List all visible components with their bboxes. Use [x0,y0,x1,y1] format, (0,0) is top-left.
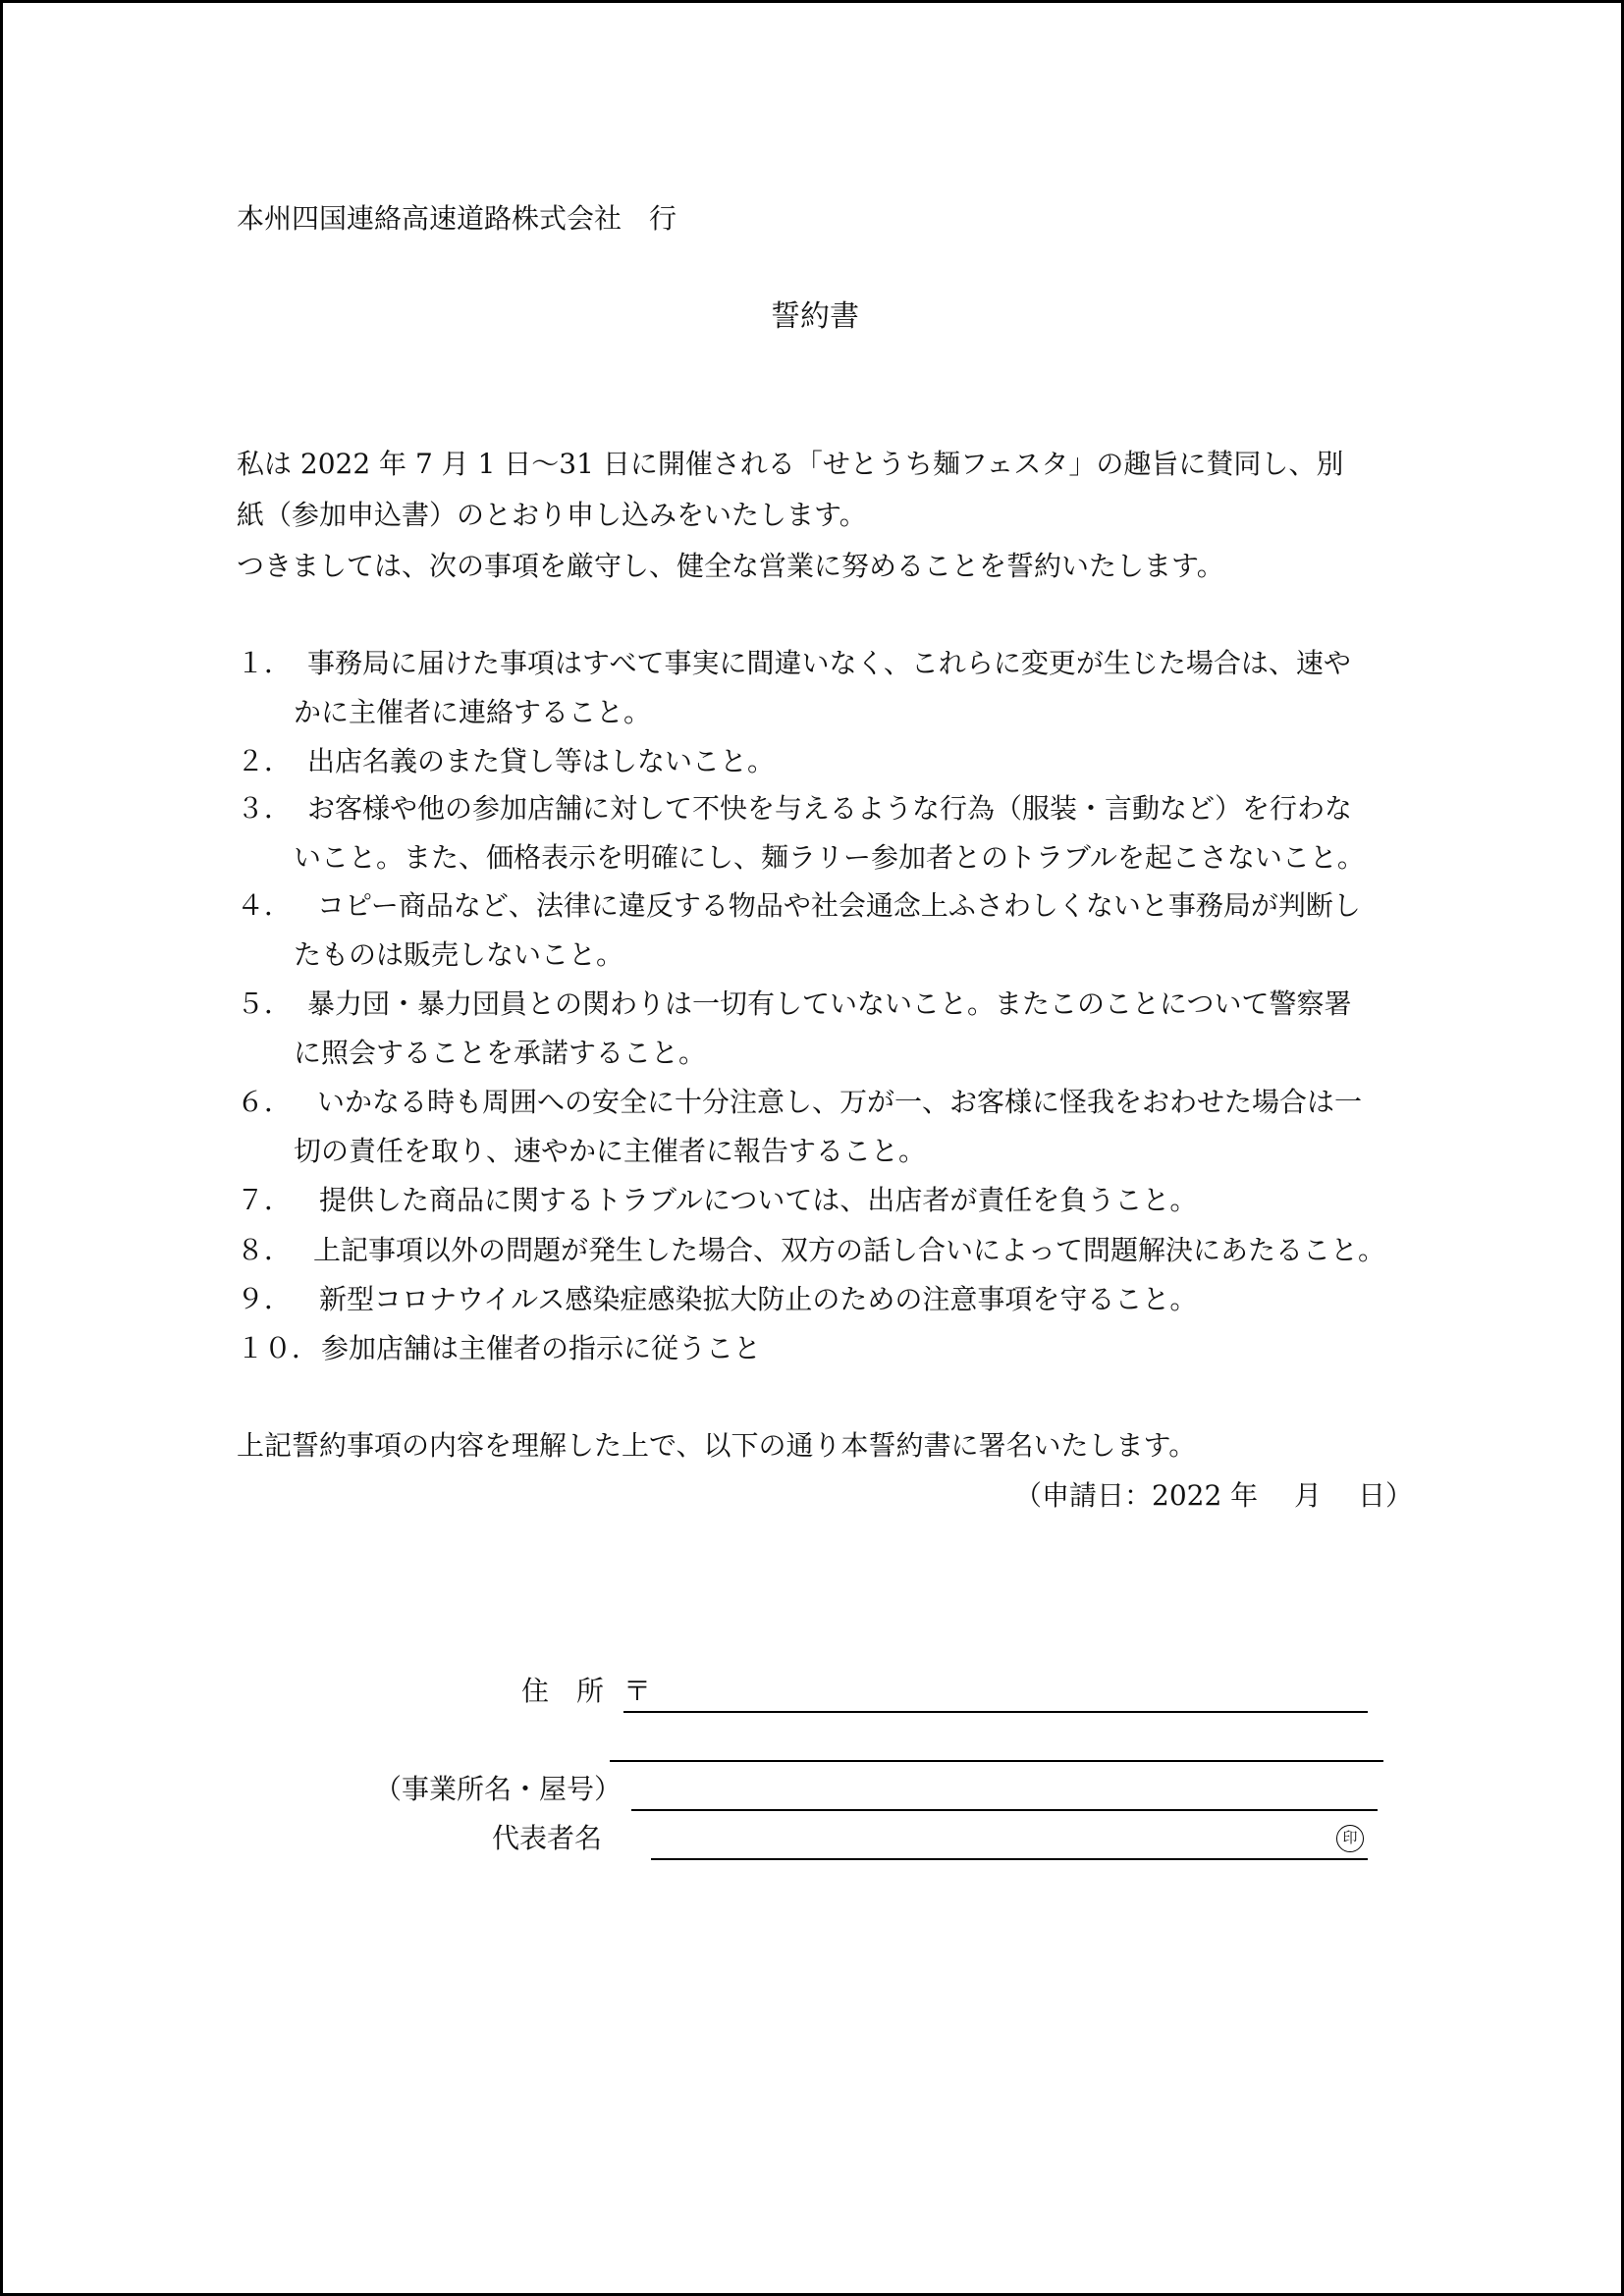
business-name-line[interactable] [631,1809,1378,1811]
item-text: に照会することを承諾すること。 [294,1037,707,1069]
item-text: 参加店舗は主催者の指示に従うこと [321,1332,762,1364]
representative-line[interactable] [651,1858,1368,1860]
item-number: ３． [237,792,293,825]
address-line-1[interactable] [623,1711,1368,1713]
item-text: 上記事項以外の問題が発生した場合、双方の話し合いによって問題解決にあたること。 [313,1234,1386,1266]
address-line-2[interactable] [610,1760,1383,1762]
addressee: 本州四国連絡高速道路株式会社 行 [237,202,677,235]
item-text: 事務局に届けた事項はすべて事実に間違いなく、これらに変更が生じた場合は、速や [307,647,1351,679]
item-text: 新型コロナウイルス感染症感染拡大防止のための注意事項を守ること。 [319,1283,1198,1315]
item-number: ５． [237,988,293,1020]
item-number: ６． [237,1086,293,1118]
item-text: 出店名義のまた貸し等はしないこと。 [307,745,776,777]
address-label: 住 所 [521,1675,605,1707]
item-number: ８． [237,1234,293,1266]
item-number: １． [237,647,293,679]
item-number: １０． [237,1332,320,1364]
item-text: いこと。また、価格表示を明確にし、麺ラリー参加者とのトラブルを起こさないこと。 [294,841,1365,874]
item-number: ７． [237,1184,293,1216]
item-number: ９． [237,1283,293,1315]
item-text: 提供した商品に関するトラブルについては、出店者が責任を負うこと。 [319,1184,1198,1216]
item-text: いかなる時も周囲への安全に十分注意し、万が一、お客様に怪我をおわせた場合は一 [317,1086,1363,1118]
application-date: （申請日：2022 年 月 日） [1014,1479,1413,1512]
intro-line-1: 私は 2022 年 7 月 1 日～31 日に開催される「せとうち麺フェスタ」の趣旨に賛同し、別 [237,448,1344,480]
item-text: たものは販売しないこと。 [294,938,624,971]
intro-line-3: つきましては、次の事項を厳守し、健全な営業に努めることを誓約いたします。 [237,550,1224,582]
closing-statement: 上記誓約事項の内容を理解した上で、以下の通り本誓約書に署名いたします。 [237,1429,1197,1462]
item-text: お客様や他の参加店舗に対して不快を与えるような行為（服装・言動など）を行わな [307,792,1353,825]
document-title: 誓約書 [771,299,859,334]
item-text: 暴力団・暴力団員との関わりは一切有していないこと。またこのことについて警察署 [307,988,1352,1020]
item-text: コピー商品など、法律に違反する物品や社会通念上ふさわしくないと事務局が判断し [317,889,1361,922]
intro-line-2: 紙（参加申込書）のとおり申し込みをいたします。 [237,499,867,531]
postal-mark-icon: 〒 [623,1675,652,1707]
item-text: かに主催者に連絡すること。 [294,696,652,728]
item-text: 切の責任を取り、速やかに主催者に報告すること。 [294,1135,927,1167]
seal-icon: 印 [1336,1825,1364,1852]
item-number: ２． [237,745,293,777]
representative-label: 代表者名 [492,1822,603,1854]
item-number: ４． [237,889,293,922]
business-name-label: （事業所名・屋号） [374,1773,623,1805]
